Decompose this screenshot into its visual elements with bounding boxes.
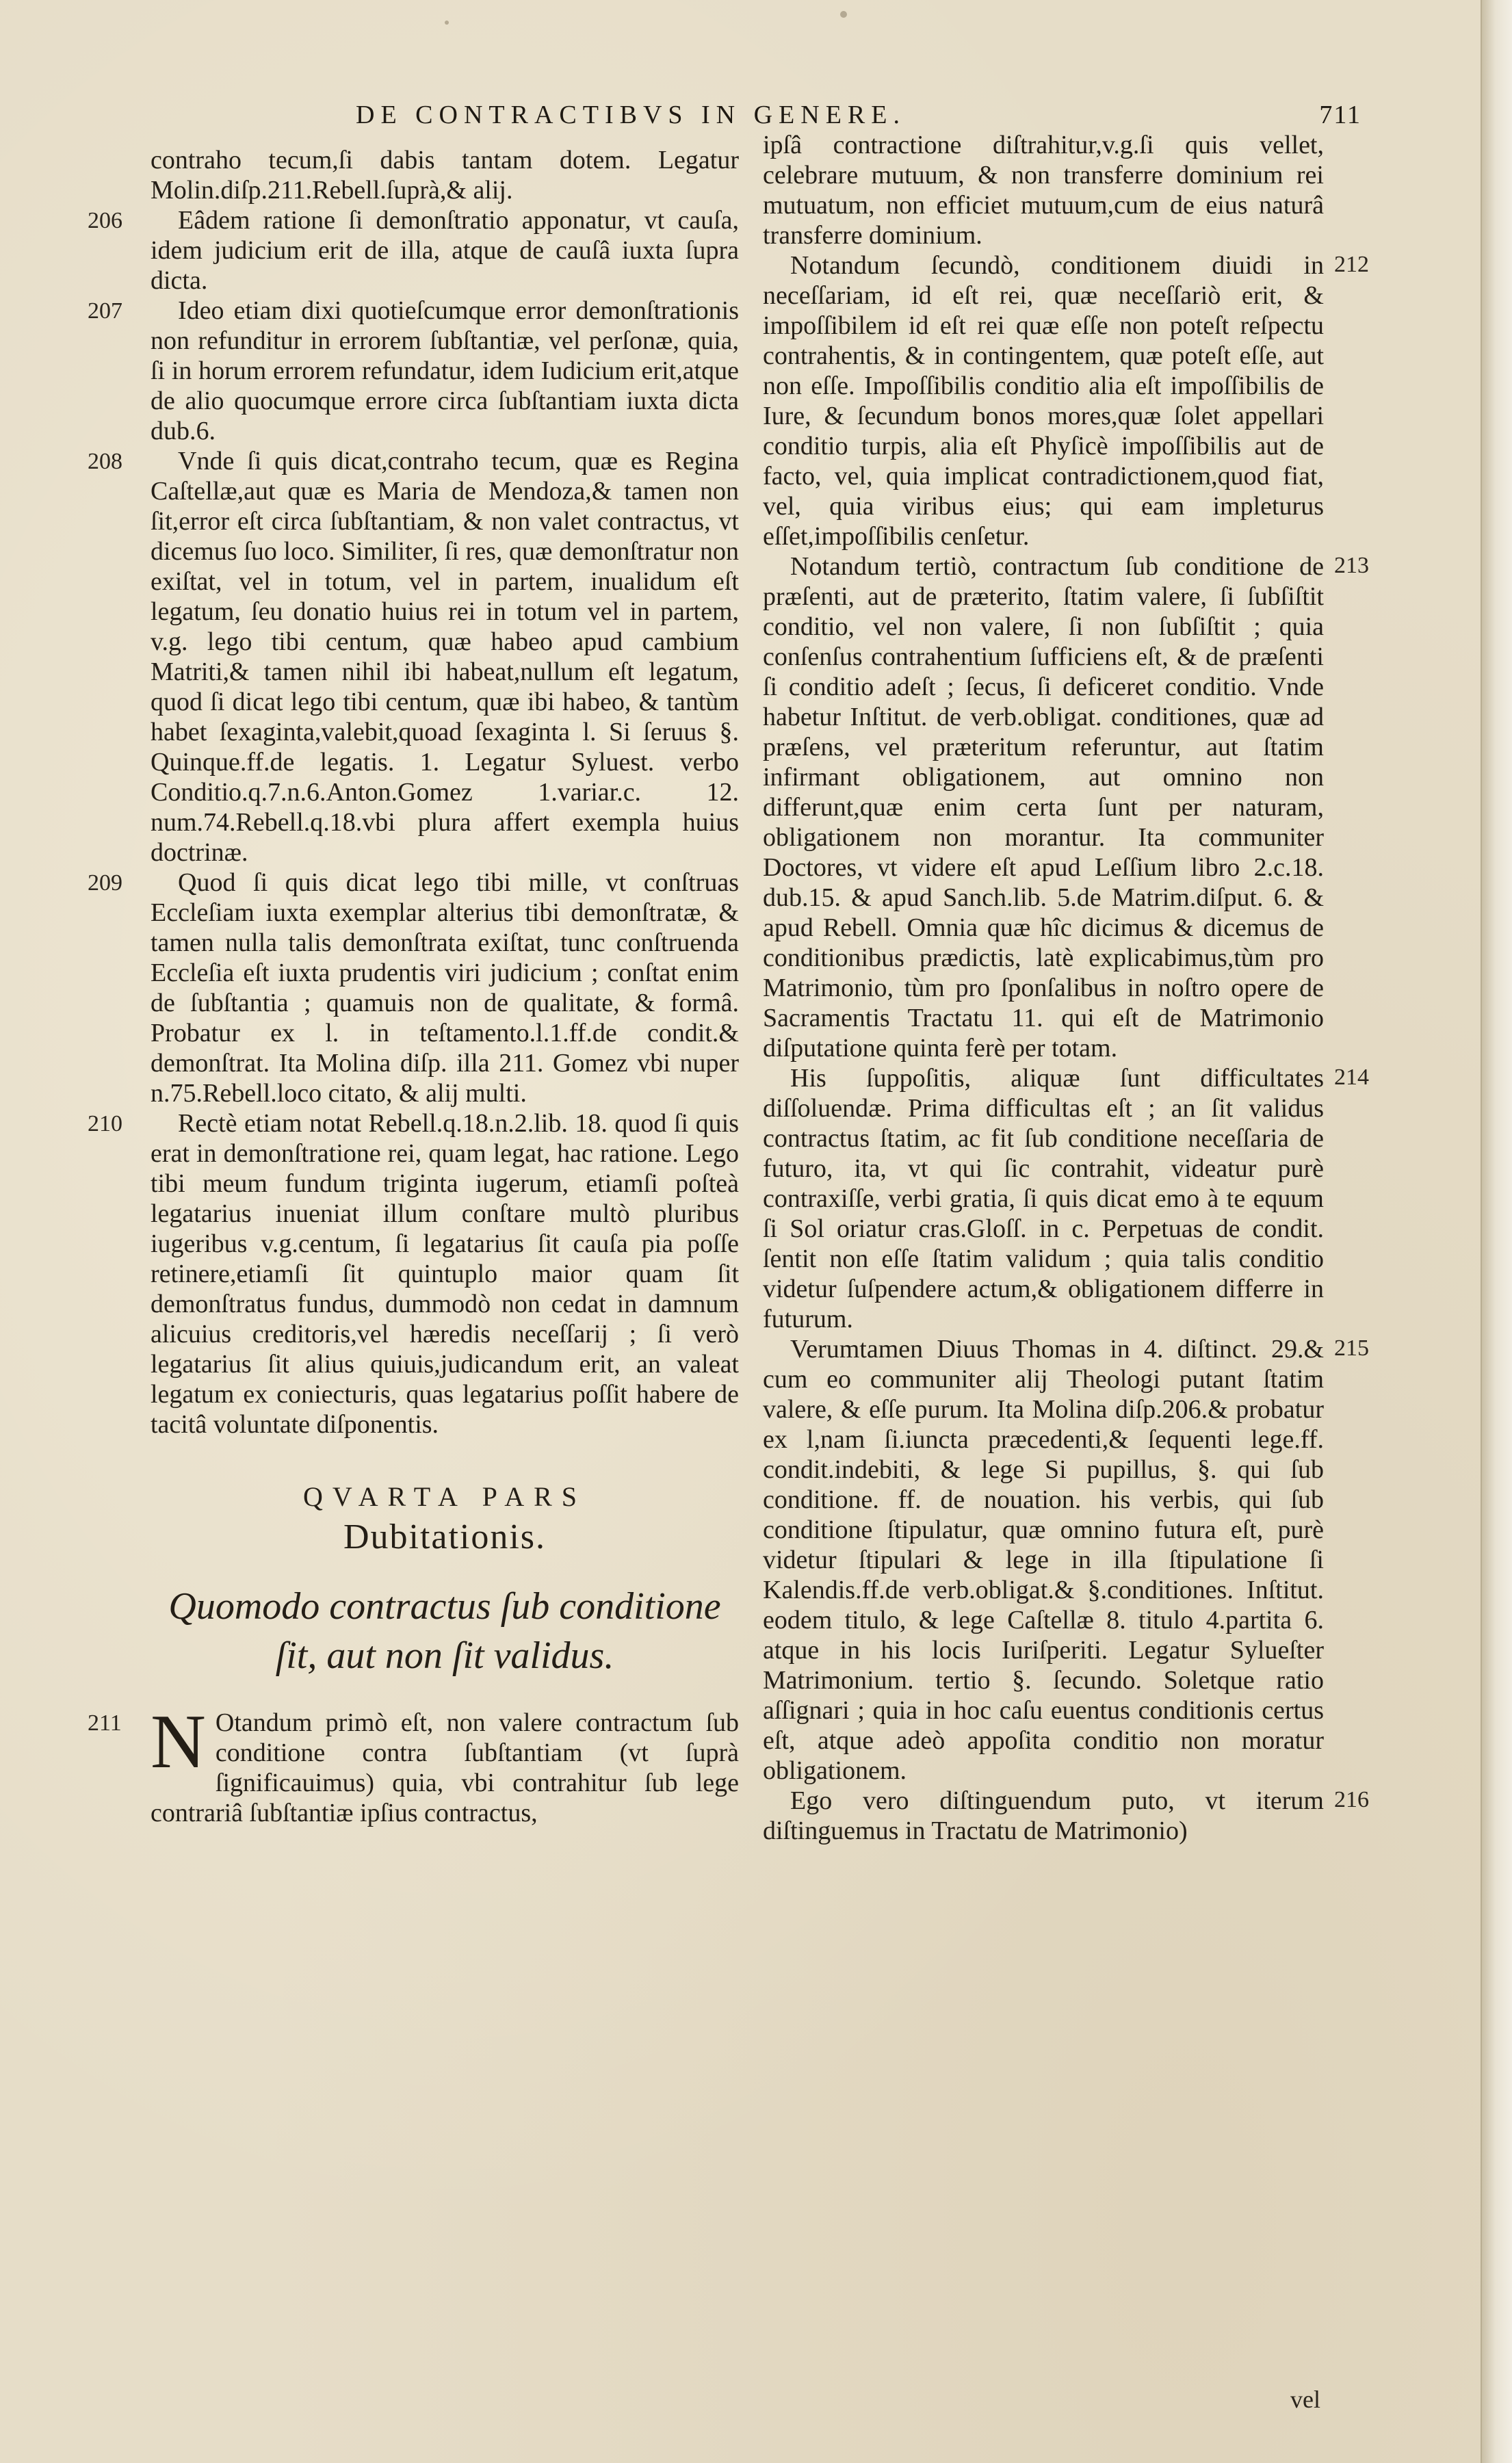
paragraph (763, 250, 1369, 551)
running-title: DE CONTRACTIBVS IN GENERE. (356, 101, 906, 129)
right-column (763, 130, 1369, 1846)
paragraph-text: Notandum ſecundò, conditionem diuidi in neceſſariam, id eſt rei, quæ neceſſariò erit, & impoſſibilem id eſt rei quæ eſſe non poteſt reſpectu contrahentis, & in contingentem, quæ poteſt eſſe, aut non eſſe. Impoſſibilis conditio alia eſt impoſſibilis de Iure, & ſecundum bonos mores,quæ ſolet appellari conditio turpis, alia eſt Phyſicè impoſſibilis aut de facto, vel, quia implicat contradictionem,quod fiat, vel, quia viribus eius; qui eam impleturus eſſet,impoſſibilis cenſetur. (763, 251, 1324, 551)
paragraph-text: Rectè etiam notat Rebell.q.18.n.2.lib. 18. quod ſi quis erat in demonſtratione rei, quam legat, hac ratione. Lego tibi meum fundum triginta iugerum, etiamſi poſteà legatarius inueniat illum conſtare multò pluribus iugeribus v.g.centum, ſi legatarius ſit cauſa pia poſſe retinere,etiamſi ſit quintuplo maior quam ſit demonſtratus fundus, dummodò non cedat in damnum alicuius creditoris,vel hæredis neceſſarij ; ſi verò legatarius ſit alius quiuis,judicandum erit, an valeat legatum ex coniecturis, quas legatarius poſſit habere de tacitâ voluntate diſponentis. (151, 1109, 739, 1439)
paragraph (763, 1334, 1369, 1786)
paragraph (763, 1063, 1369, 1334)
paragraph-text: Notandum tertiò, contractum ſub conditione de præſenti, aut de præterito, ſtatim valere, ſi ſubſiſtit conditio, vel non valere, ſi non ſubſiſtit ; quia conſenſus contrahentium ſufficiens eſt, & de præſenti ſi conditio adeſt ; ſecus, ſi deficeret conditio. Vnde habetur Inſtitut. de verb.obligat. conditiones, quæ ad præſens, vel præteritum referuntur, aut ſtatim infirmant obligationem, aut omnino non differunt,quæ enim certa ſunt per naturam, obligationem non morantur. Ita communiter Doctores, vt videre eſt apud Leſſium libro 2.c.18. dub.15. & apud Sanch.lib. 5.de Matrim.diſput. 6. & apud Rebell. Omnia quæ hîc dicimus & dicemus de conditionibus prædictis, latè explicabimus,tùm pro Matrimonio, tùm pro ſponſalibus in noſtro opere de Sacramentis Tractatu 11. qui eſt de Matrimonio diſputatione quinta ferè per totam. (763, 552, 1324, 1063)
paragraph-text: Vnde ſi quis dicat,contraho tecum, quæ es Regina Caſtellæ,aut quæ es Maria de Mendoza,& tamen non ſit,error eſt circa ſubſtantiam, & non valet contractus, vt dicemus ſuo loco. Similiter, ſi res, quæ demonſtratur non exiſtat, vel in totum, vel in partem, inualidum eſt legatum, ſeu donatio huius rei in totum vel in partem, v.g. lego tibi centum, quæ habeo apud cambium Matriti,& tamen nihil ibi habeat,nullum eſt legatum, quod ſi dicat lego tibi centum, quæ ibi habeo, & tantùm habet ſexaginta,valebit,quoad ſexaginta l. Si ſeruus §. Quinque.ff.de legatis. 1. Legatur Syluest. verbo Conditio.q.7.n.6.Anton.Gomez 1.variar.c. 12. num.74.Rebell.q.18.vbi plura affert exempla huius doctrinæ. (151, 447, 739, 867)
paragraph (88, 296, 739, 446)
margin-number: 216 (1334, 1787, 1369, 1812)
paragraph-text: Verumtamen Diuus Thomas in 4. diſtinct. 29.& cum eo communiter alij Theologi putant ſtatim valere, & eſſe purum. Ita Molina diſp.206.& probatur ex l,nam ſi.iuncta præcedenti,& ſequenti lege.ff. condit.indebiti, & lege Si pupillus, §. qui ſub conditione. ff. de nouation. his verbis, qui ſub conditione ſtipulatur, quæ omnino futura eſt, purè videtur ſtipulari & lege in illa ſtipulatione ſi Kalendis.ff.de verb.obligat.& §.conditiones. Inſtitut. eodem titulo, & lege Caſtellæ 8. titulo 4.partita 6. atque in his locis Iuriſperiti. Legatur Sylueſter Matrimonium. tertio §. ſecundo. Soletque ratio aſſignari ; quia in hoc caſu euentus conditionis certus eſt, atque adeò appoſita conditio non moratur obligationem. (763, 1335, 1324, 1785)
paragraph (88, 1108, 739, 1439)
margin-number: 206 (88, 208, 122, 233)
section-part-heading: QVARTA PARS (302, 1481, 587, 1512)
margin-number: 215 (1334, 1335, 1369, 1361)
catchword: vel (1290, 2386, 1320, 2413)
paragraph-text: His ſuppoſitis, aliquæ ſunt difficultates diſſoluendæ. Prima difficultas eſt ; an ſit validus contractus ſtatim, ac fit ſub conditione neceſſaria de futuro, ita, vt qui ſic contrahit, videatur purè contraxiſſe, verbi gratia, ſi quis dicat emo à te equum ſi Sol oriatur cras.Gloſſ. in c. Perpetuas de condit. ſentit non eſſe ſtatim validum ; quia talis conditio videtur ſuſpendere actum,& obligationem differre in futurum. (763, 1064, 1324, 1333)
drop-cap: N (151, 1699, 206, 1784)
margin-number: 212 (1334, 252, 1369, 277)
paragraph-text: contraho tecum,ſi dabis tantam dotem. Legatur Molin.diſp.211.Rebell.ſuprà,& alij. (151, 146, 739, 205)
margin-number: 213 (1334, 553, 1369, 578)
margin-number: 210 (88, 1111, 122, 1136)
margin-number: 207 (88, 298, 122, 324)
ink-speck (445, 21, 449, 25)
paragraph-text: ipſâ contractione diſtrahitur,v.g.ſi quis vellet, celebrare mutuum, & non transferre dominium rei mutuatum, non efficiet mutuum,cum de eius naturâ transferre dominium. (763, 131, 1324, 250)
paragraph (88, 1699, 739, 1828)
paragraph-text: Ideo etiam dixi quotieſcumque error demonſtrationis non refunditur in errorem ſubſtantiæ, vel perſonæ, quia, ſi in horum errorem refundatur, idem Iudicium erit,atque de alio quocumque errore circa ſubſtantiam iuxta dicta dub.6. (151, 296, 739, 445)
ink-speck (840, 11, 847, 18)
paragraph-text: Ego vero diſtinguendum puto, vt iterum diſtinguemus in Tractatu de Matrimonio) (763, 1786, 1324, 1845)
paragraph (88, 205, 739, 296)
paragraph (763, 130, 1324, 250)
margin-number: 214 (1334, 1065, 1369, 1090)
section-subtitle: Dubitationis. (343, 1517, 547, 1556)
left-column (88, 145, 739, 1828)
paragraph (763, 1786, 1369, 1846)
paragraph-text: Eâdem ratione ſi demonſtratio apponatur, vt cauſa, idem judicium erit de illa, atque de cauſâ iuxta ſupra dicta. (151, 206, 739, 295)
margin-number: 209 (88, 870, 122, 896)
page-number: 711 (1319, 101, 1361, 129)
section-question-heading: Quomodo contractus ſub conditione ſit, aut non ſit validus. (168, 1585, 721, 1677)
margin-number: 208 (88, 449, 122, 474)
paragraph (151, 145, 739, 205)
paragraph-text: Quod ſi quis dicat lego tibi mille, vt conſtruas Eccleſiam iuxta exemplar alterius tibi demonſtratæ, & tamen nulla talis demonſtrata exiſtat, tunc conſtruenda Eccleſia eſt iuxta prudentis viri judicium ; conſtat enim de ſubſtantia ; quamuis non de qualitate, & formâ. Probatur ex l. in teſtamento.l.1.ff.de condit.& demonſtrat. Ita Molina diſp. illa 211. Gomez vbi nuper n.75.Rebell.loco citato, & alij multi. (151, 868, 739, 1108)
paragraph (88, 868, 739, 1108)
paragraph-text (151, 1699, 739, 1828)
paragraph-body: Otandum primò eſt, non valere contractum ſub conditione contra ſubſtantiam (vt ſuprà ſignificauimus) quia, vbi contrahitur ſub lege contrariâ ſubſtantiæ ipſius contractus, (151, 1708, 739, 1827)
paragraph (763, 551, 1369, 1063)
paragraph (88, 446, 739, 868)
page-fore-edge (1481, 0, 1512, 2463)
margin-number: 211 (88, 1710, 122, 1736)
